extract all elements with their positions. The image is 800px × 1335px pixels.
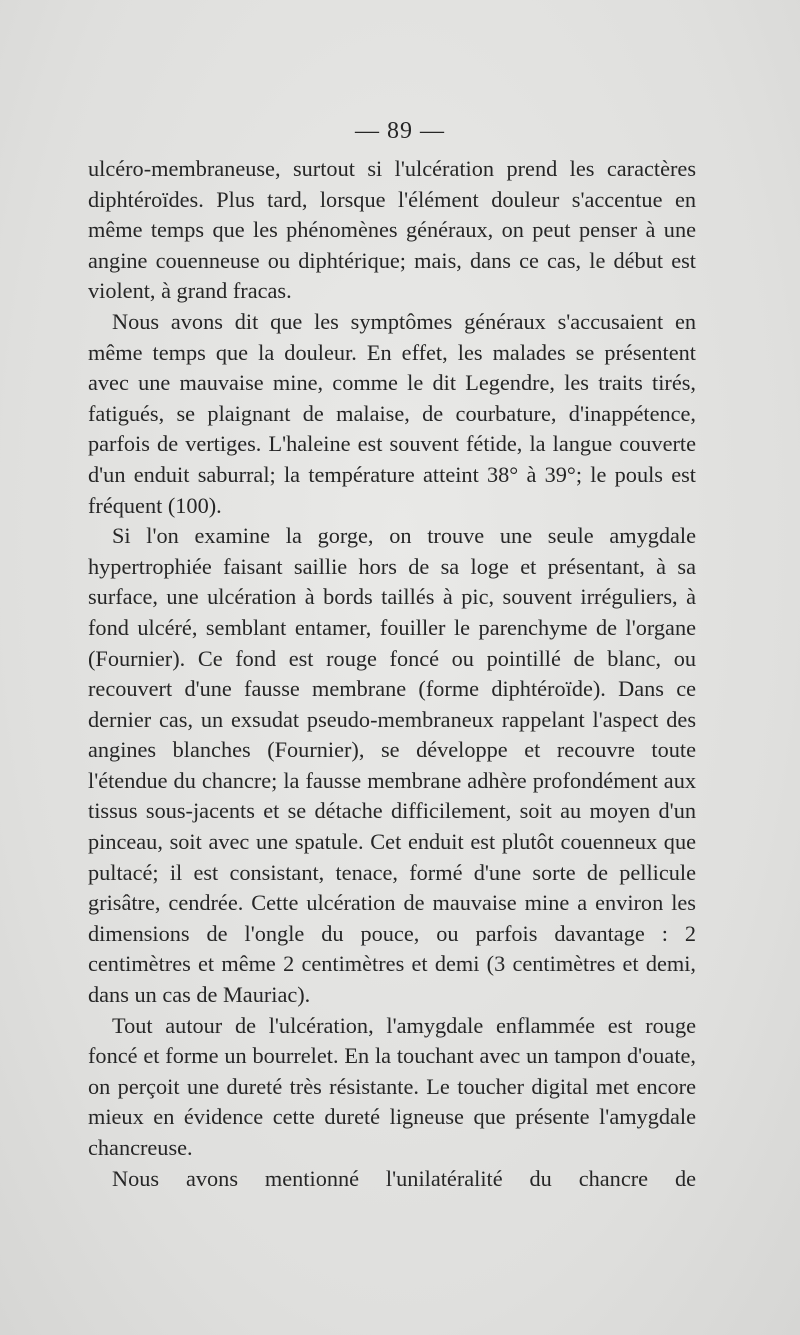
paragraph-5: Nous avons mentionné l'unilatéralité du chancre de: [112, 1165, 696, 1191]
page-number: — 89 —: [355, 118, 445, 144]
body-text: [88, 154, 696, 1194]
paragraph-2: Nous avons dit que les symptômes généraux s'accusaient en même temps que la douleur. En effet, les malades se présentent avec une mauvaise mine, comme le dit Legendre, les traits tirés, fatigués, se plaignant de malaise, de courbature, d'inappétence, parfois de vertiges. L'haleine est souvent fétide, la langue couverte d'un enduit saburral; la température atteint 38° à 39°; le pouls est fréquent (100).: [88, 308, 696, 518]
paragraph-3: Si l'on examine la gorge, on trouve une seule amygdale hypertrophiée faisant saillie hors de sa loge et présentant, à sa surface, une ulcération à bords taillés à pic, souvent irréguliers, à fond ulcéré, semblant entamer, fouiller le parenchyme de l'organe (Fournier). Ce fond est rouge foncé ou pointillé de blanc, ou recouvert d'une fausse membrane (forme diphtéroïde). Dans ce dernier cas, un exsudat pseudo-membraneux rappelant l'aspect des angines blanches (Fournier), se développe et recouvre toute l'étendue du chancre; la fausse membrane adhère profondément aux tissus sous-jacents et se détache difficilement, soit au moyen d'un pinceau, soit avec une spatule. Cet enduit est plutôt couenneux que pultacé; il est consistant, tenace, formé d'une sorte de pellicule grisâtre, cendrée. Cette ulcération de mauvaise mine a environ les dimensions de l'ongle du pouce, ou parfois davantage : 2 centimètres et même 2 centimètres et demi (3 centimètres et demi, dans un cas de Mauriac).: [88, 523, 696, 1008]
paragraph-1: ulcéro-membraneuse, surtout si l'ulcération prend les caractères diphtéroïdes. Plus tard, lorsque l'élément douleur s'accentue en même temps que les phénomènes généraux, on peut penser à une angine couenneuse ou diphtérique; mais, dans ce cas, le début est violent, à grand fracas.: [88, 156, 696, 304]
paragraph-4: Tout autour de l'ulcération, l'amygdale enflammée est rouge foncé et forme un bourrelet. En la touchant avec un tampon d'ouate, on perçoit une dureté très résistante. Le toucher digital met encore mieux en évidence cette dureté ligneuse que présente l'amygdale chancreuse.: [88, 1012, 696, 1160]
